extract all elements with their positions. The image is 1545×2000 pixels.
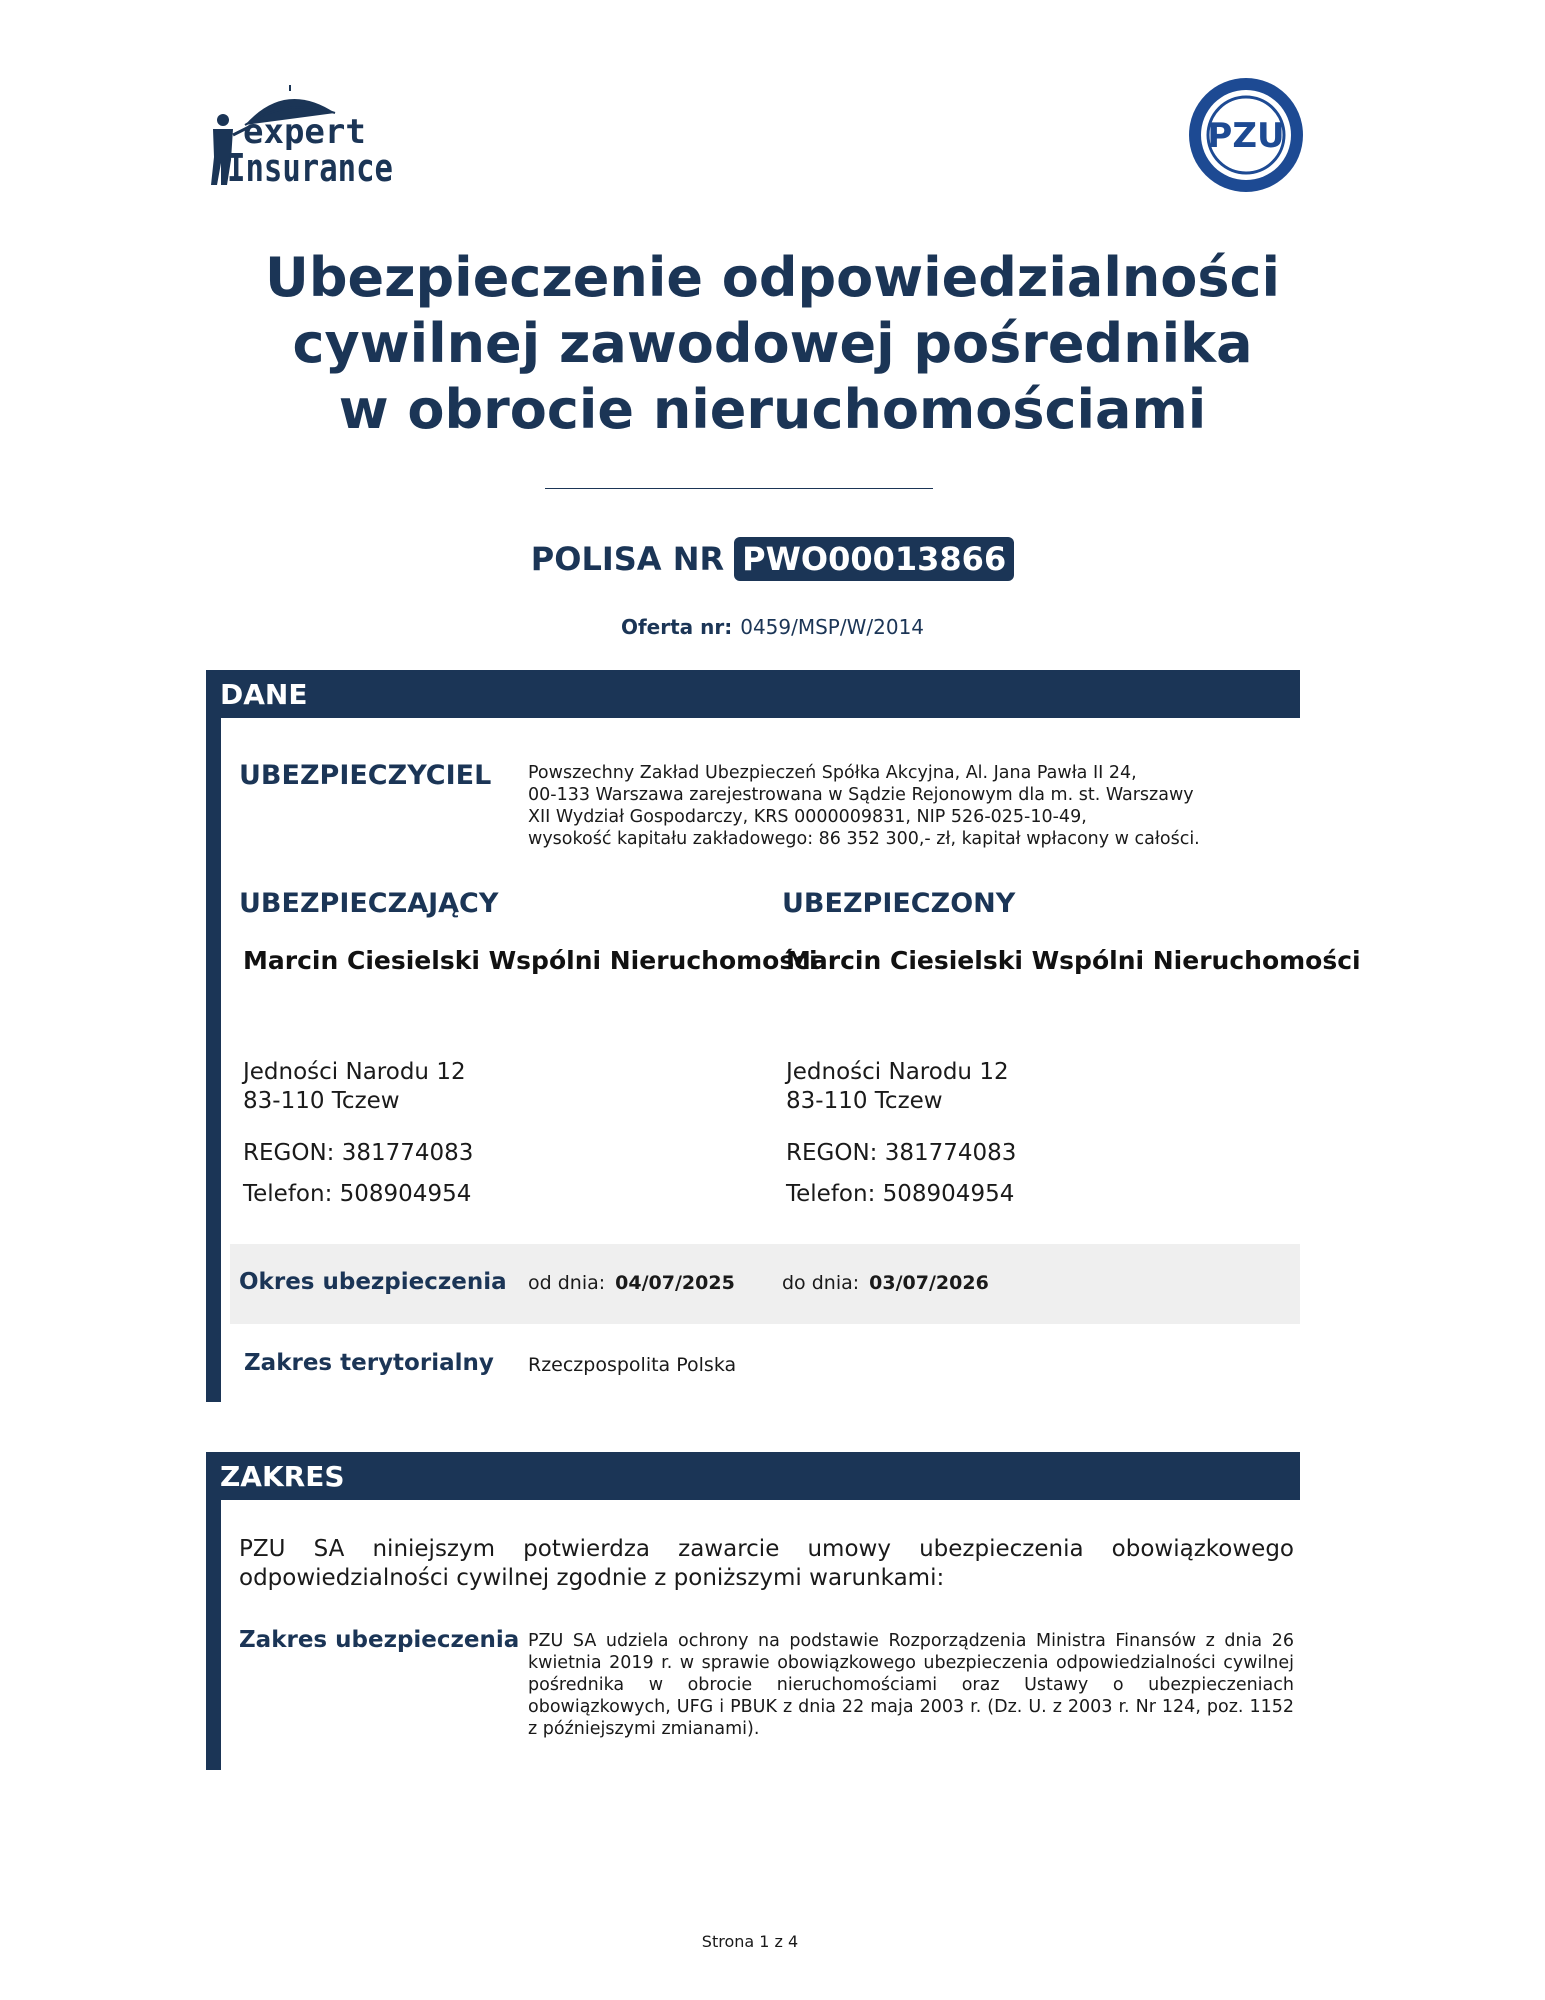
section-bar-zakres [206,1500,221,1770]
insured-street: Jedności Narodu 12 [786,1059,1009,1085]
policyholder-regon: REGON: 381774083 [243,1140,474,1166]
scope-text: PZU SA udziela ochrony na podstawie Rozporządzenia Ministra Finansów z dnia 26 kwietnia 2019 r. w sprawie obowiązkowego ubezpieczenia odpowiedzialności cywilnej pośrednika w obrocie nieruchomościami oraz Ustawy o ubezpieczeniach obowiązkowych, UFG i PBUK z dnia 22 maja 2003 r. (Dz. U. z 2003 r. Nr 124, poz. 1152 z późniejszymi zmianami). [528,1631,1294,1739]
section-bar-dane [206,718,221,1402]
pzu-logo-text: PZU [1207,116,1285,156]
insured-phone: Telefon: 508904954 [786,1181,1015,1207]
insurer-line-2: 00-133 Warszawa zarejestrowana w Sądzie Rejonowym dla m. st. Warszawy [528,785,1194,805]
insurer-label: UBEZPIECZYCIEL [239,760,492,791]
policy-number-badge: PWO00013866 [734,537,1014,581]
policyholder-label: UBEZPIECZAJĄCY [239,888,499,919]
policyholder-city: 83-110 Tczew [243,1088,400,1114]
offer-number-row [0,612,1545,642]
from-date: 04/07/2025 [615,1272,735,1294]
to-date: 03/07/2026 [869,1272,989,1294]
title-line-1: Ubezpieczenie odpowiedzialności [264,246,1281,309]
offer-label: Oferta nr: [620,615,733,639]
offer-number: 0459/MSP/W/2014 [740,615,925,639]
policyholder-phone: Telefon: 508904954 [243,1181,472,1207]
insured-address [786,1058,1009,1116]
title-line-3: w obrocie nieruchomościami [338,378,1207,441]
logo-word-expert: expert [243,112,366,152]
insurer-line-3: XII Wydział Gospodarczy, KRS 0000009831, NIP 526-025-10-49, [528,807,1087,827]
period-from [528,1272,735,1294]
policy-label: POLISA NR [530,540,725,578]
policyholder-address [243,1058,466,1116]
page-number: Strona 1 z 4 [701,1932,799,1951]
section-header-zakres: ZAKRES [206,1452,1300,1500]
insurer-details [528,762,1268,850]
period-to [782,1272,989,1294]
insured-name: Marcin Ciesielski Wspólni Nieruchomości [786,946,1361,975]
logo-word-insurance: Insurance [227,146,393,190]
document-title [0,245,1545,443]
insurer-line-4: wysokość kapitału zakładowego: 86 352 300,- zł, kapitał wpłacony w całości. [528,829,1200,849]
period-label: Okres ubezpieczenia [239,1269,507,1295]
policy-number-row [0,535,1545,583]
zakres-intro: PZU SA niniejszym potwierdza zawarcie umowy ubezpieczenia obowiązkowego odpowiedzialności cywilnej zgodnie z poniższymi warunkami: [239,1536,1294,1591]
insured-city: 83-110 Tczew [786,1088,943,1114]
scope-label: Zakres ubezpieczenia [239,1627,520,1653]
title-line-2: cywilnej zawodowej pośrednika [292,312,1253,375]
insured-regon: REGON: 381774083 [786,1140,1017,1166]
section-header-dane: DANE [206,670,1300,718]
policyholder-name: Marcin Ciesielski Wspólni Nieruchomości [243,946,818,975]
to-label: do dnia: [782,1272,860,1294]
territory-label: Zakres terytorialny [244,1350,494,1376]
insurer-line-1: Powszechny Zakład Ubezpieczeń Spółka Akcyjna, Al. Jana Pawła II 24, [528,763,1137,783]
insured-label: UBEZPIECZONY [782,888,1016,919]
territory-value: Rzeczpospolita Polska [528,1354,737,1376]
title-divider [545,488,933,489]
pzu-logo [1188,77,1304,193]
expert-insurance-logo [205,85,395,195]
policyholder-street: Jedności Narodu 12 [243,1059,466,1085]
from-label: od dnia: [528,1272,606,1294]
